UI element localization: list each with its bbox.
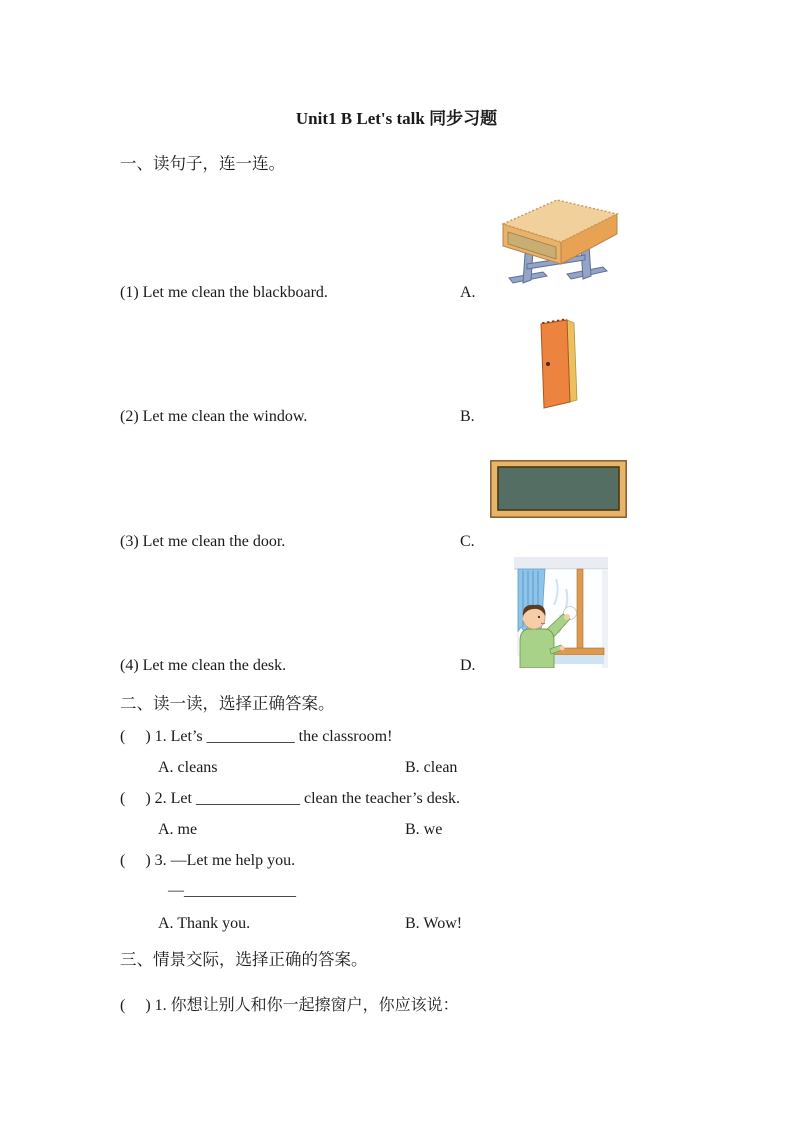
- section-three-heading: 三、情景交际，选择正确的答案。: [120, 950, 368, 969]
- match-row-2: [0, 408, 793, 428]
- boy-cleaning-window-image: [514, 557, 608, 668]
- boy-lower-hand: [560, 646, 565, 651]
- boy-ear: [523, 617, 527, 621]
- match-letter-c: C.: [460, 533, 475, 550]
- match-row-3: [0, 533, 793, 553]
- door-face: [541, 320, 570, 408]
- match-letter-a: A.: [460, 284, 476, 301]
- door-image: [534, 317, 584, 411]
- section-two-heading: 二、读一读，选择正确答案。: [120, 694, 335, 713]
- q2-stem: ( ) 2. Let _____________ clean the teacher’s desk.: [120, 790, 461, 807]
- desk-image: [497, 192, 623, 288]
- blackboard-surface: [498, 467, 619, 510]
- boy-hand: [564, 614, 570, 620]
- match-sentence-3: (3) Let me clean the door.: [120, 533, 286, 550]
- match-row-1: [0, 284, 793, 304]
- q3-stem: ( ) 3. —Let me help you.: [120, 852, 296, 869]
- match-sentence-4: (4) Let me clean the desk.: [120, 657, 287, 674]
- desk-top: [503, 200, 617, 264]
- blackboard-image: [490, 460, 627, 518]
- q1-options: [0, 759, 793, 779]
- q2-option-b: B. we: [405, 821, 443, 838]
- match-sentence-2: (2) Let me clean the window.: [120, 408, 308, 425]
- page-title: Unit1 B Let's talk 同步习题: [295, 109, 498, 128]
- q3-answer-blank: —______________: [168, 882, 296, 899]
- q3-option-a: A. Thank you.: [158, 915, 251, 932]
- wall-top: [514, 557, 608, 569]
- section-one-heading: 一、读句子，连一连。: [120, 154, 285, 173]
- q3-option-b: B. Wow!: [405, 915, 463, 932]
- match-letter-b: B.: [460, 408, 475, 425]
- door-knob: [546, 362, 550, 366]
- match-letter-d: D.: [460, 657, 476, 674]
- boy-eye: [538, 616, 540, 618]
- match-row-4: [0, 657, 793, 677]
- q1-option-a: A. cleans: [158, 759, 218, 776]
- q3-options: [0, 915, 793, 935]
- s3-q1-stem: ( ) 1. 你想让别人和你一起擦窗户，你应该说：: [120, 997, 459, 1014]
- q2-options: [0, 821, 793, 841]
- q1-option-b: B. clean: [405, 759, 458, 776]
- q1-stem: ( ) 1. Let’s ___________ the classroom!: [120, 728, 393, 745]
- match-sentence-1: (1) Let me clean the blackboard.: [120, 284, 328, 301]
- q2-option-a: A. me: [158, 821, 198, 838]
- window-mullion: [577, 569, 583, 650]
